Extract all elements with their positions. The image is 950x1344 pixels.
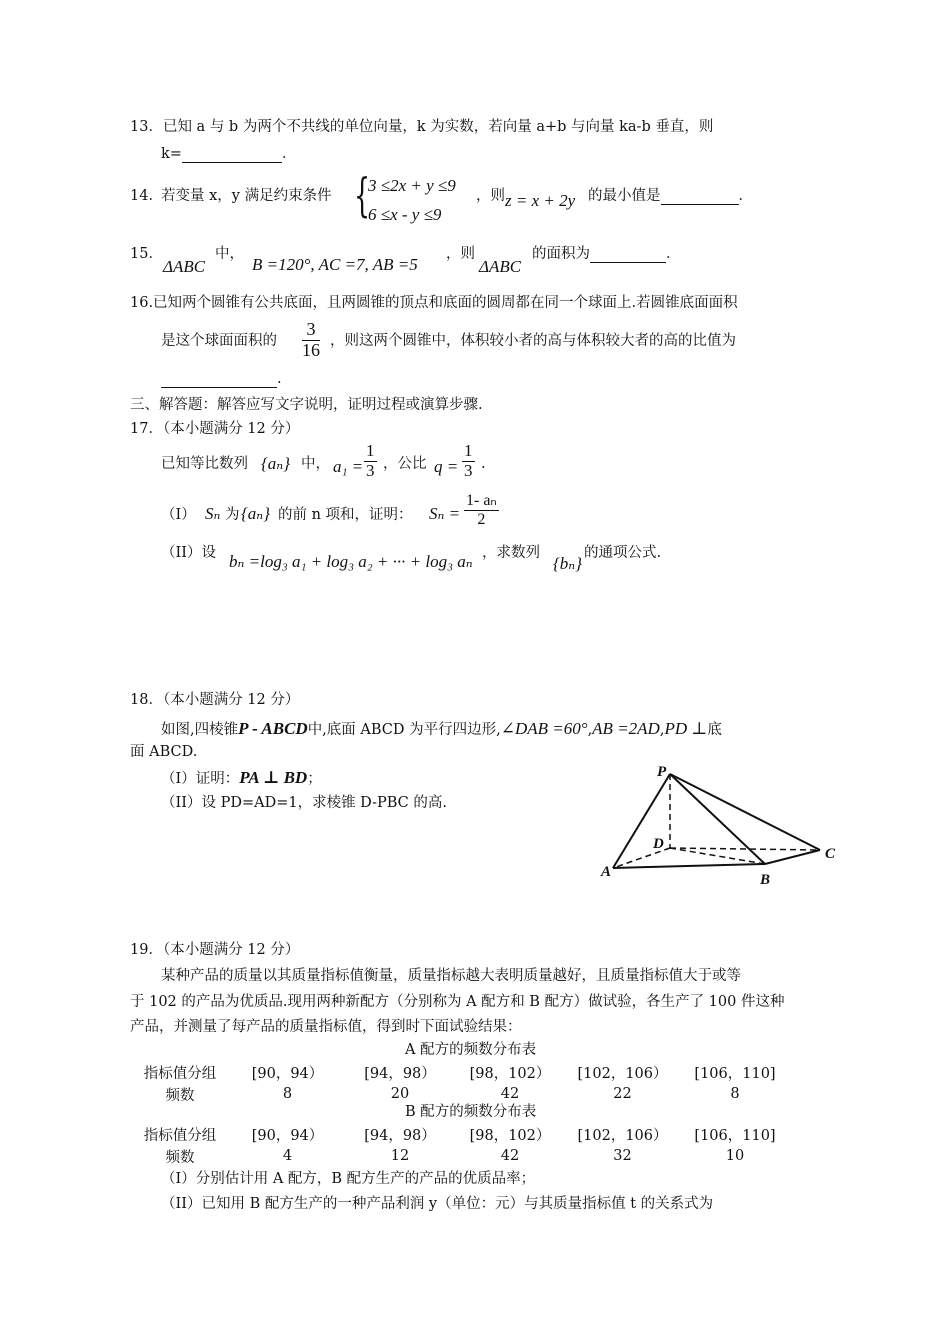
label-C: C bbox=[825, 846, 836, 862]
q15-answer-blank[interactable] bbox=[590, 247, 666, 263]
q16-line1: 16.已知两个圆锥有公共底面，且两圆锥的顶点和底面的圆周都在同一个球面上.若圆锥底面面积 bbox=[130, 295, 738, 311]
q14-answer-blank[interactable] bbox=[661, 189, 739, 205]
q17-part2-text: ，求数列 bbox=[482, 545, 540, 561]
table-cell: 42 bbox=[500, 1148, 520, 1164]
q15-number: 15． bbox=[130, 246, 163, 262]
table-cell: 4 bbox=[282, 1148, 293, 1164]
q19-line1: 某种产品的质量以其质量指标值衡量，质量指标越大表明质量越好，且质量指标值大于或等 bbox=[161, 968, 741, 984]
table-cell: 8 bbox=[282, 1086, 293, 1102]
q19-part2: （II）已知用 B 配方生产的一种产品利润 y（单位：元）与其质量指标值 t 的关系式为 bbox=[161, 1196, 714, 1212]
q17-a1-fraction: $\frac{1}{3}$ bbox=[366, 441, 375, 480]
q13-k-label: k= bbox=[161, 146, 182, 162]
q16-fraction: $\frac{3}{16}$ bbox=[302, 319, 320, 360]
q17-part1-seq: {aₙ} bbox=[241, 504, 270, 523]
table-a-row-label: 指标值分组 bbox=[143, 1065, 217, 1082]
table-cell: [102，106） bbox=[577, 1065, 668, 1082]
table-a bbox=[130, 1061, 790, 1105]
q17-part1-label: （I） bbox=[161, 507, 196, 523]
table-cell: 10 bbox=[725, 1148, 745, 1164]
q17-part2-tail: 的通项公式. bbox=[584, 545, 662, 561]
q19-header: 19．（本小题满分 12 分） bbox=[130, 942, 300, 958]
q17-part1-sn: Sₙ bbox=[205, 504, 221, 523]
q15-conditions: B =120°, AC =7, AB =5 bbox=[252, 255, 418, 274]
q15-triangle-1: ΔABC bbox=[163, 257, 206, 276]
table-cell: [98，102） bbox=[469, 1065, 551, 1082]
q18-line1: 如图,四棱锥P - ABCD中,底面 ABCD 为平行四边形,∠DAB =60°,AB =2AD,PD ⊥底 bbox=[161, 719, 722, 738]
table-a-freq-row bbox=[130, 1083, 790, 1105]
q15-zhong: 中， bbox=[215, 246, 244, 262]
q18-line2: 面 ABCD. bbox=[130, 744, 198, 760]
q16-line2-post: ，则这两个圆锥中，体积较小者的高与体积较大者的高的比值为 bbox=[330, 333, 736, 349]
q18-part2: （II）设 PD=AD=1，求棱锥 D-PBC 的高. bbox=[161, 795, 447, 811]
table-cell: 42 bbox=[500, 1086, 520, 1102]
table-b bbox=[130, 1123, 790, 1167]
q19-part1: （I）分别估计用 A 配方，B 配方生产的产品的优质品率； bbox=[161, 1171, 536, 1187]
q14-mid: ，则 bbox=[476, 188, 505, 204]
edge-PA bbox=[613, 774, 670, 868]
table-cell: [106，110] bbox=[694, 1127, 776, 1144]
q17-q: q = bbox=[434, 457, 459, 476]
edge-BC bbox=[765, 850, 820, 864]
q14-tail: 的最小值是 ． bbox=[588, 188, 753, 204]
q17-part1-fraction: $\frac{\text{1- aₙ}}{2}$ bbox=[466, 492, 497, 528]
table-cell: [90，94） bbox=[251, 1065, 324, 1082]
q13-line1: 13．已知 a 与 b 为两个不共线的单位向量，k 为实数，若向量 a+b 与向量 ka-b 垂直，则 bbox=[130, 119, 714, 135]
table-b-group-row bbox=[130, 1123, 790, 1145]
q17-part1-text: 的前 n 项和，证明： bbox=[278, 507, 413, 523]
table-b-freq-label: 频数 bbox=[165, 1149, 195, 1166]
q19-line3: 产品，并测量了每产品的质量指标值，得到时下面试验结果： bbox=[130, 1019, 522, 1035]
table-cell: 22 bbox=[613, 1086, 632, 1102]
label-B: B bbox=[760, 872, 771, 888]
q17-part1-wei: 为 bbox=[225, 507, 240, 523]
q17-q-fraction: $\frac{1}{3}$ bbox=[464, 441, 473, 480]
table-b-title: B 配方的频数分布表 bbox=[405, 1104, 537, 1120]
table-cell: 32 bbox=[613, 1148, 632, 1164]
q14-text: 若变量 x，y 满足约束条件 bbox=[161, 188, 332, 204]
q17-part1-sn2: Sₙ = bbox=[429, 504, 461, 523]
edge-AB bbox=[613, 864, 765, 868]
table-cell: [102，106） bbox=[577, 1127, 668, 1144]
q18-header: 18．（本小题满分 12 分） bbox=[130, 692, 300, 708]
table-cell: 12 bbox=[390, 1148, 410, 1164]
q17-part2-seq: {bₙ} bbox=[553, 554, 582, 573]
q17-a1: a₁ = bbox=[333, 457, 364, 476]
q14-objective: z = x + 2y bbox=[505, 191, 576, 210]
q15-ze: ，则 bbox=[446, 246, 475, 262]
q17-dot: . bbox=[481, 456, 486, 472]
table-a-title: A 配方的频数分布表 bbox=[405, 1042, 537, 1058]
pyramid-figure bbox=[595, 760, 845, 890]
label-D: D bbox=[653, 836, 664, 852]
q17-ratio-text: ，公比 bbox=[383, 456, 427, 472]
table-cell: [106，110] bbox=[694, 1065, 776, 1082]
section-3-heading: 三、解答题：解答应写文字说明，证明过程或演算步骤. bbox=[130, 397, 483, 413]
table-a-freq-label: 频数 bbox=[165, 1087, 195, 1104]
q16-answer-blank[interactable] bbox=[161, 372, 277, 388]
q17-part2-expr: bₙ =log₃ a₁ + log₃ a₂ + ··· + log₃ aₙ bbox=[229, 552, 473, 571]
q16-line2-pre: 是这个球面面积的 bbox=[161, 333, 277, 349]
q17-given: 已知等比数列 bbox=[161, 456, 248, 472]
table-b-row-label: 指标值分组 bbox=[143, 1127, 217, 1144]
table-cell: [90，94） bbox=[251, 1127, 324, 1144]
q15-triangle-2: ΔABC bbox=[479, 257, 522, 276]
q19-line2: 于 102 的产品为优质品.现用两种新配方（分别称为 A 配方和 B 配方）做试验，各生产了 100 件这种 bbox=[130, 994, 785, 1010]
q15-tail: 的面积为 ． bbox=[532, 246, 681, 262]
label-P: P bbox=[657, 764, 667, 780]
q17-zhong: 中， bbox=[301, 456, 330, 472]
edge-DC bbox=[670, 848, 820, 850]
table-cell: [94，98） bbox=[364, 1127, 436, 1144]
q17-part2-label: （II）设 bbox=[161, 545, 216, 561]
q14-constraint-2: 6 ≤x - y ≤9 bbox=[368, 205, 442, 224]
table-a-group-row bbox=[130, 1061, 790, 1083]
table-cell: 20 bbox=[390, 1086, 410, 1102]
table-cell: [94，98） bbox=[364, 1065, 436, 1082]
q14-number: 14． bbox=[130, 188, 163, 204]
table-cell: [98，102） bbox=[469, 1127, 551, 1144]
q17-header: 17．（本小题满分 12 分） bbox=[130, 421, 300, 437]
table-b-freq-row bbox=[130, 1145, 790, 1167]
q17-seq: {aₙ} bbox=[261, 454, 290, 473]
q18-part1: （I）证明：PA ⊥ BD； bbox=[161, 768, 322, 787]
label-A: A bbox=[601, 864, 612, 880]
table-cell: 8 bbox=[730, 1086, 740, 1102]
q14-brace: { bbox=[354, 168, 371, 222]
edge-PC bbox=[670, 774, 820, 850]
q13-answer-blank[interactable] bbox=[182, 147, 282, 163]
q13-line2: k= ． bbox=[161, 146, 297, 162]
q16-line3: . bbox=[161, 372, 282, 388]
q14-constraint-1: 3 ≤2x + y ≤9 bbox=[368, 176, 456, 195]
